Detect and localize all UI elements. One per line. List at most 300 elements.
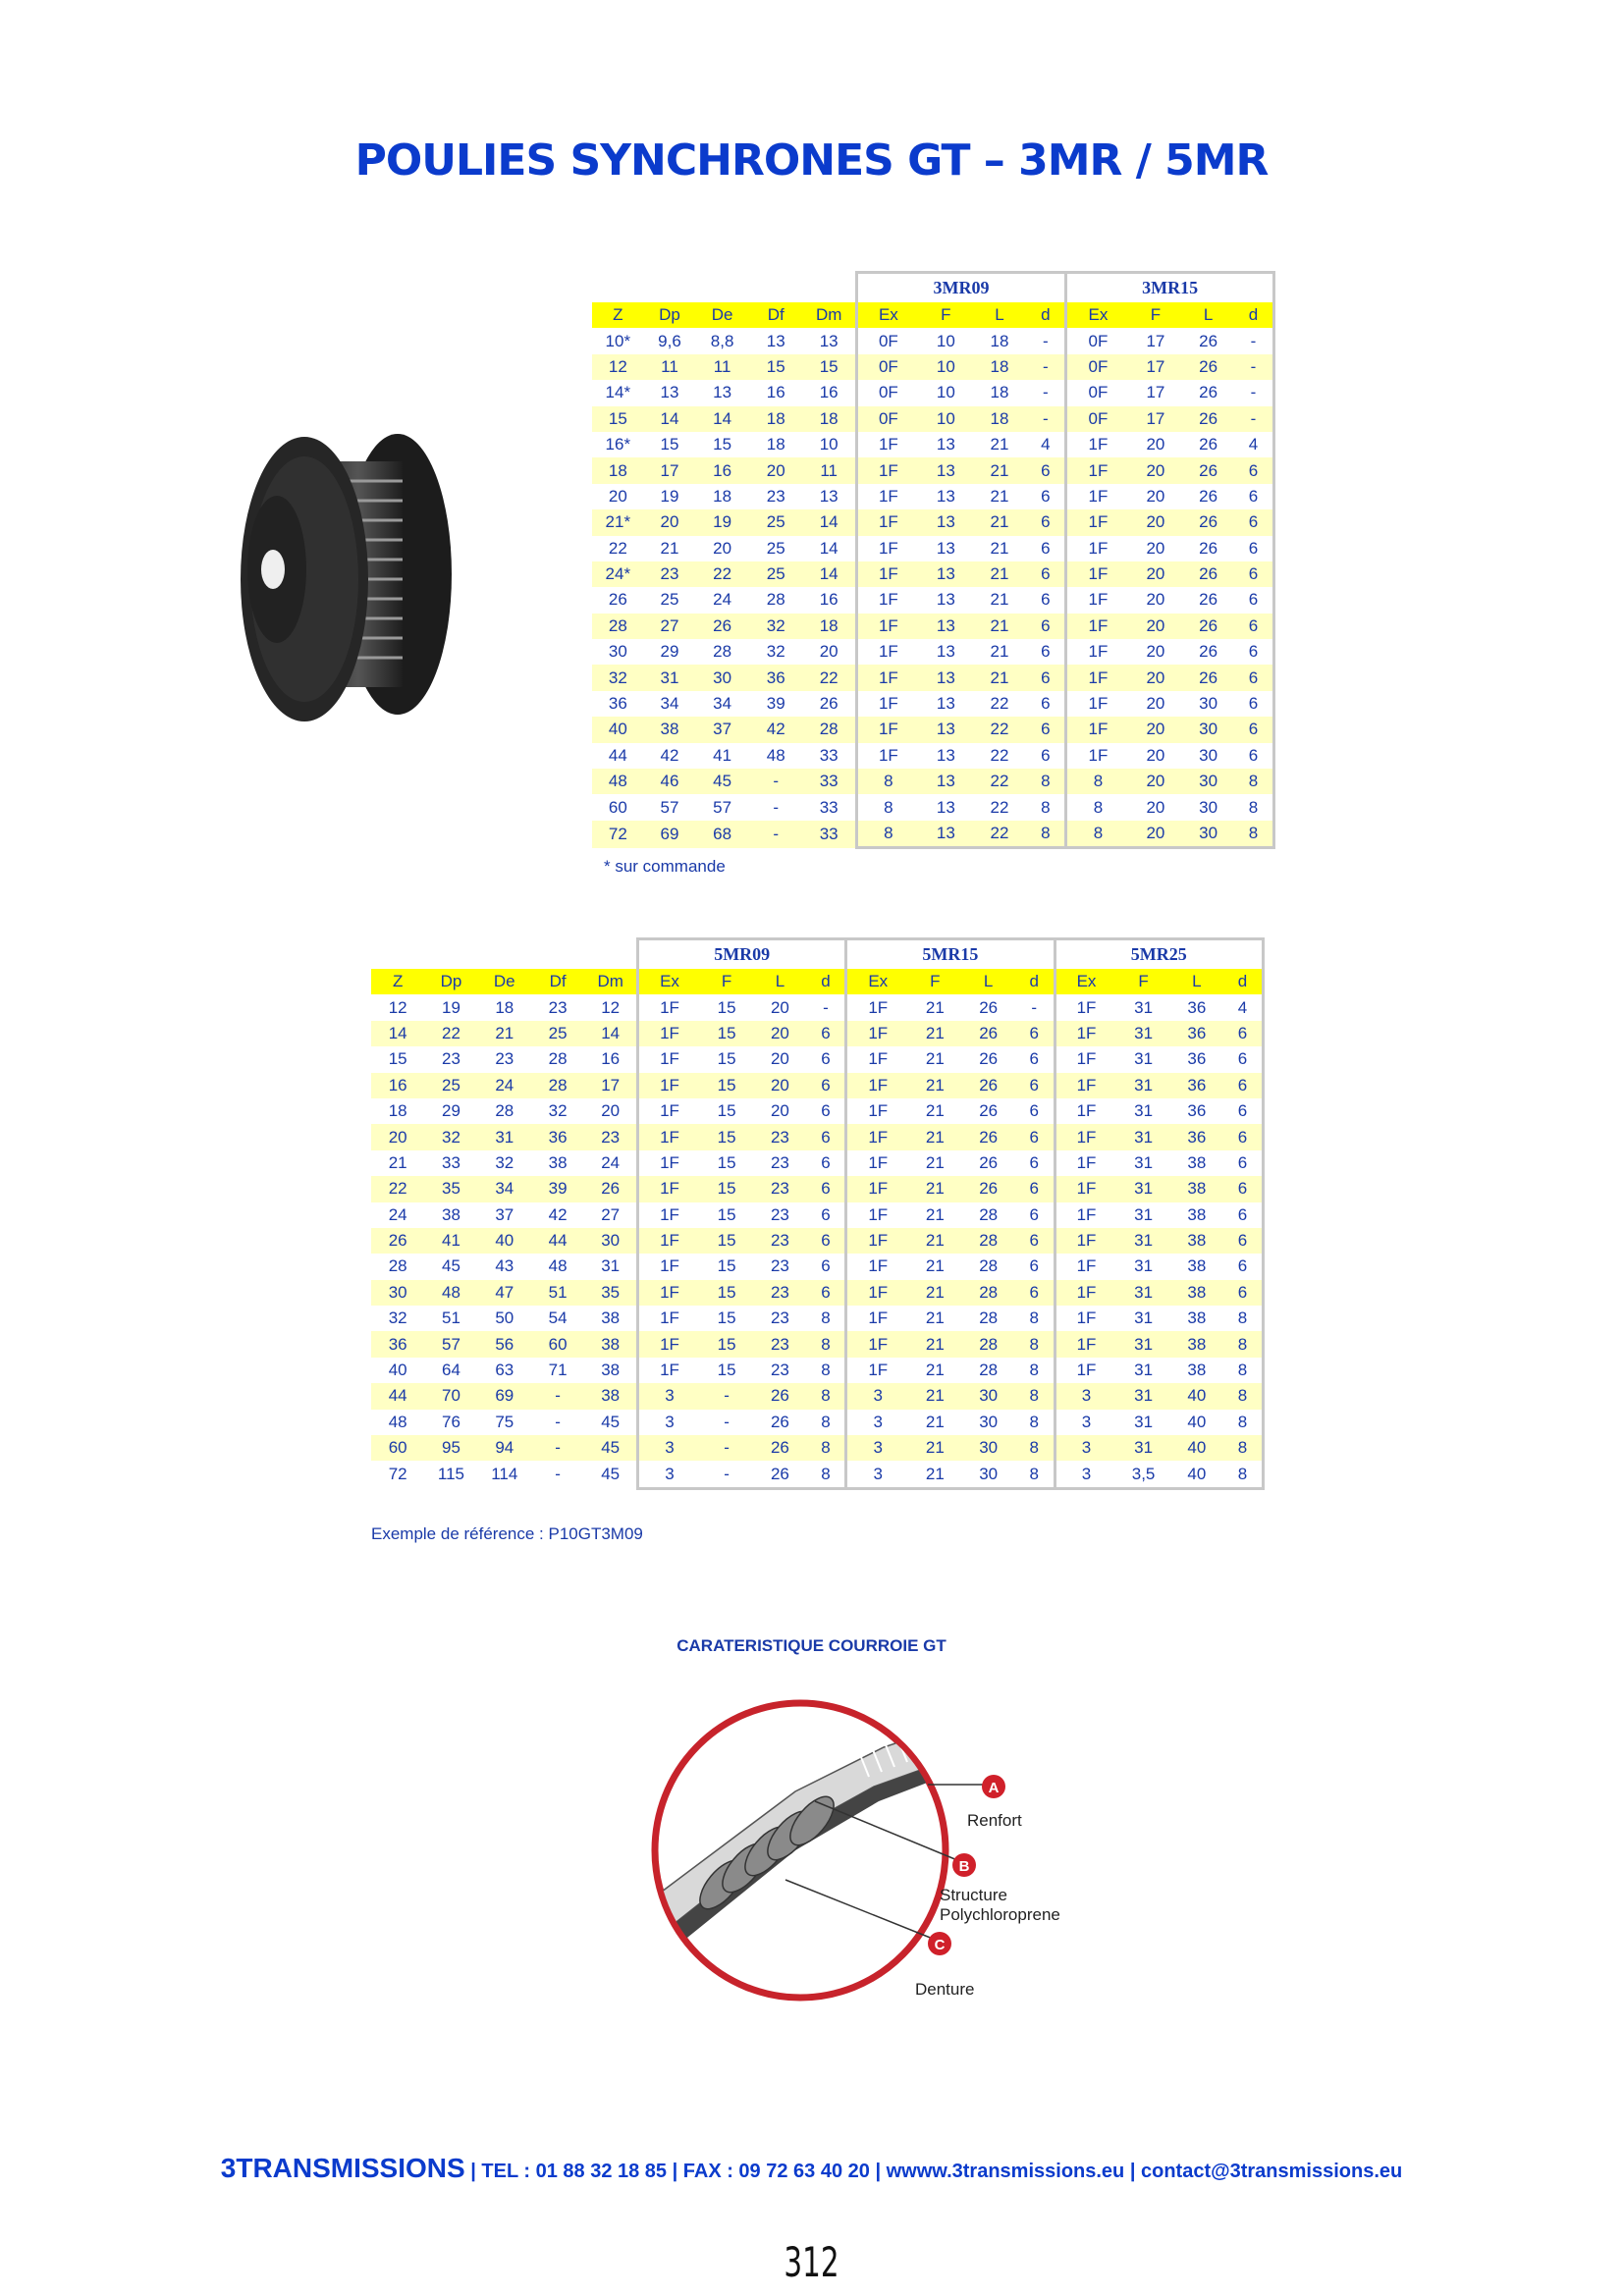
table-cell: 44 <box>531 1228 584 1254</box>
table-cell: 22 <box>371 1176 424 1201</box>
table-cell: 37 <box>695 717 749 742</box>
table-cell: 8 <box>856 769 919 794</box>
table-cell: 15 <box>717 1256 736 1276</box>
column-header: d <box>807 969 846 994</box>
column-header: F <box>700 969 753 994</box>
table-cell: 6 <box>821 1049 831 1069</box>
table-cell: 6 <box>1234 484 1274 509</box>
table-cell: 1F <box>1066 639 1129 665</box>
table-cell: 21 <box>908 1073 961 1098</box>
table-cell: 4 <box>1223 994 1263 1020</box>
table-cell: 21 <box>925 1101 945 1121</box>
table-cell: 36 <box>608 694 627 714</box>
table-cell: 6 <box>1015 1176 1055 1201</box>
table-cell: - <box>1043 383 1049 402</box>
table-cell: 31 <box>1134 1256 1154 1276</box>
table-cell: 23 <box>495 1049 514 1069</box>
table-cell: 8 <box>1015 1435 1055 1461</box>
table-cell: 8 <box>1223 1410 1263 1435</box>
table-cell: 8 <box>1066 821 1129 848</box>
table-cell: 1F <box>638 1150 700 1176</box>
table-cell: 21 <box>973 614 1027 639</box>
table-cell: 23 <box>753 1228 806 1254</box>
column-header: Ex <box>1066 302 1129 328</box>
table-cell: 21 <box>908 1228 961 1254</box>
table-cell: 45 <box>442 1256 460 1276</box>
table-cell: 21 <box>925 1152 945 1172</box>
table-cell: 1F <box>856 691 919 717</box>
table-cell: 38 <box>1187 1204 1207 1224</box>
table-cell: 6 <box>1234 665 1274 690</box>
table-cell: 15 <box>700 1073 753 1098</box>
table-cell: 57 <box>660 797 679 817</box>
table-cell: 13 <box>936 538 955 558</box>
table-cell: 1F <box>1055 1073 1116 1098</box>
on-order-note: * sur commande <box>604 857 726 876</box>
table-cell: 1F <box>1055 1046 1116 1072</box>
table-cell: 31 <box>1134 1049 1154 1069</box>
table-cell: 6 <box>1223 1202 1263 1228</box>
table-cell: 3 <box>846 1461 908 1488</box>
table-cell: 57 <box>713 797 732 817</box>
table-cell: 13 <box>936 590 955 610</box>
table-cell: 38 <box>1187 1308 1207 1328</box>
table-cell: 20 <box>1146 642 1165 662</box>
table-cell: 1F <box>1055 1021 1116 1046</box>
table-cell: - <box>1234 354 1274 380</box>
table-cell: 36 <box>1187 997 1207 1017</box>
table-cell: 29 <box>660 642 679 662</box>
table-cell: 8 <box>821 1308 831 1328</box>
table-cell: 1F <box>856 717 919 742</box>
table-cell: 36 <box>1170 1073 1223 1098</box>
table-row <box>371 1306 1264 1331</box>
table-cell: 21 <box>925 1204 945 1224</box>
table-cell: 6 <box>1041 745 1051 765</box>
table-cell: 21 <box>388 1152 407 1172</box>
table-cell: 11 <box>803 457 857 483</box>
table-cell: 15 <box>717 1152 736 1172</box>
table-cell: 6 <box>1234 614 1274 639</box>
table-cell: 37 <box>495 1204 514 1224</box>
table-cell: 8 <box>807 1435 846 1461</box>
table-cell: 8,8 <box>710 331 734 350</box>
table-cell: 31 <box>1116 1280 1169 1306</box>
table-cell: 48 <box>592 769 644 794</box>
table-cell: 8 <box>1234 821 1274 848</box>
table-cell: 1F <box>856 665 919 690</box>
column-header: Df <box>749 302 803 328</box>
table-row <box>371 1228 1264 1254</box>
table-cell: 8 <box>1015 1331 1055 1357</box>
table-cell: 20 <box>1129 665 1183 690</box>
table-cell: 26 <box>1199 642 1218 662</box>
table-cell: 6 <box>1234 717 1274 742</box>
table-cell: 20 <box>1129 509 1183 535</box>
table-cell: 1F <box>856 484 919 509</box>
table-row <box>371 994 1264 1020</box>
table-cell: 28 <box>548 1049 568 1069</box>
table-cell: 23 <box>753 1124 806 1149</box>
table-cell: 32 <box>388 1308 407 1328</box>
table-cell: 26 <box>1199 590 1218 610</box>
table-cell: 1F <box>1055 1280 1116 1306</box>
table-cell: 21 <box>908 1176 961 1201</box>
table-row <box>592 380 1274 405</box>
table-cell: 10 <box>819 435 839 454</box>
table-cell: 0F <box>856 354 919 380</box>
table-cell: 25 <box>660 590 679 610</box>
table-cell: 13 <box>919 665 973 690</box>
table-cell: 25 <box>749 561 803 587</box>
table-cell: 15 <box>700 1021 753 1046</box>
table-cell: 76 <box>442 1412 460 1431</box>
column-header: d <box>1223 969 1263 994</box>
table-cell: 23 <box>442 1049 460 1069</box>
table-cell: 23 <box>753 1280 806 1306</box>
table-cell: 56 <box>478 1331 531 1357</box>
table-cell: 33 <box>803 769 857 794</box>
column-header: Z <box>592 302 644 328</box>
table-cell: 1F <box>1055 1176 1116 1201</box>
table-cell: 38 <box>584 1383 637 1409</box>
table-cell: 18 <box>803 406 857 432</box>
table-cell: 14 <box>803 561 857 587</box>
table-cell: 51 <box>442 1308 460 1328</box>
table-cell: 18 <box>990 383 1009 402</box>
table-row <box>592 821 1274 848</box>
table-cell: 6 <box>1015 1021 1055 1046</box>
table-cell: 23 <box>753 1331 806 1357</box>
column-header: d <box>1026 302 1065 328</box>
table-cell: 20 <box>770 1101 789 1121</box>
table-cell: 16* <box>605 435 631 454</box>
table-cell: 15 <box>700 1280 753 1306</box>
table-cell: 28 <box>979 1256 999 1276</box>
table-cell: 30 <box>584 1228 637 1254</box>
table-cell: 28 <box>962 1280 1015 1306</box>
table-cell: 8 <box>1029 1412 1039 1431</box>
table-cell: 21 <box>660 538 679 558</box>
label-denture: Denture <box>915 1980 975 1999</box>
table-cell: 26 <box>1199 435 1218 454</box>
table-cell: 54 <box>548 1308 568 1328</box>
group-header: 3MR09 <box>856 273 1066 303</box>
table-row <box>371 1124 1264 1149</box>
table-cell: 30 <box>962 1383 1015 1409</box>
table-cell: 6 <box>1029 1152 1039 1172</box>
table-cell: 24* <box>592 561 644 587</box>
group-header: 5MR25 <box>1055 939 1263 970</box>
table-cell: 8 <box>1223 1461 1263 1488</box>
table-cell: 6 <box>1041 486 1051 506</box>
table-cell: 20 <box>753 1073 806 1098</box>
table-cell: 1F <box>1066 457 1129 483</box>
table-cell: 21 <box>990 538 1009 558</box>
table-cell: 31 <box>1116 1383 1169 1409</box>
table-cell: 3 <box>846 1410 908 1435</box>
table-cell: 18 <box>495 997 514 1017</box>
table-cell: 72 <box>388 1465 407 1484</box>
table-cell: - <box>1043 331 1049 350</box>
footer <box>0 2153 1623 2184</box>
table-cell: 1F <box>1055 994 1116 1020</box>
table-cell: 21 <box>908 1021 961 1046</box>
table-cell: 21 <box>925 1256 945 1276</box>
table-cell: 14 <box>803 509 857 535</box>
table-cell: 1F <box>638 1046 700 1072</box>
table-cell: 3,5 <box>1116 1461 1169 1488</box>
table-cell: 13 <box>936 486 955 506</box>
table-cell: 20 <box>1129 821 1183 848</box>
table-cell: 15 <box>700 1331 753 1357</box>
table-cell: 20 <box>601 1101 621 1121</box>
table-cell: 60 <box>608 797 627 817</box>
table-cell: 1F <box>638 1358 700 1383</box>
table-cell: 15 <box>700 1228 753 1254</box>
table-cell: 22 <box>695 561 749 587</box>
table-cell: - <box>700 1461 753 1488</box>
table-cell: 1F <box>856 743 919 769</box>
table-cell: 26 <box>979 997 999 1017</box>
table-cell: 45 <box>695 769 749 794</box>
table-cell: 8 <box>821 1412 831 1431</box>
table-cell: 8 <box>1066 769 1129 794</box>
table-row <box>592 509 1274 535</box>
table-cell: 6 <box>1223 1254 1263 1279</box>
table-cell: 1F <box>638 1124 700 1149</box>
table-cell: 45 <box>601 1412 621 1431</box>
table-row <box>371 1435 1264 1461</box>
table-cell: 26 <box>1182 561 1234 587</box>
table-cell: 27 <box>644 614 696 639</box>
table-cell: 30 <box>608 642 627 662</box>
marker-b: B <box>958 1858 970 1875</box>
table-row <box>371 1046 1264 1072</box>
table-cell: 26 <box>1182 406 1234 432</box>
table-cell: 36 <box>749 665 803 690</box>
table-cell: 44 <box>608 745 627 765</box>
table-cell: 14* <box>605 383 631 402</box>
table-cell: 15 <box>717 997 736 1017</box>
table-cell: 20 <box>1146 538 1165 558</box>
column-header: F <box>919 302 973 328</box>
table-cell: 6 <box>1026 665 1065 690</box>
table-cell: 6 <box>821 1101 831 1121</box>
table-cell: 36 <box>371 1331 424 1357</box>
table-cell: 6 <box>1026 509 1065 535</box>
table-cell: 13 <box>919 769 973 794</box>
table-cell: 20 <box>770 997 789 1017</box>
column-header: F <box>1116 969 1169 994</box>
table-cell: 28 <box>766 590 785 610</box>
table-cell: 8 <box>807 1383 846 1409</box>
table-cell: - <box>700 1435 753 1461</box>
table-cell: 64 <box>442 1361 460 1380</box>
table-cell: 10 <box>919 354 973 380</box>
table-cell: 41 <box>713 745 732 765</box>
table-cell: 13 <box>936 745 955 765</box>
table-cell: 18 <box>803 614 857 639</box>
table-cell: 21 <box>990 642 1009 662</box>
table-cell: 6 <box>1223 1228 1263 1254</box>
table-cell: 1F <box>846 1021 908 1046</box>
table-cell: 3 <box>846 1383 908 1409</box>
table-cell: 0F <box>856 380 919 405</box>
table-cell: 8 <box>1223 1306 1263 1331</box>
table-cell: 75 <box>495 1412 514 1431</box>
table-cell: 1F <box>638 1202 700 1228</box>
table-cell: 42 <box>660 745 679 765</box>
table-cell: 30 <box>1182 717 1234 742</box>
table-cell: 26 <box>962 1124 1015 1149</box>
column-header: L <box>1170 969 1223 994</box>
table-cell: 33 <box>819 797 839 817</box>
table-cell: 15 <box>700 1124 753 1149</box>
table-cell: 21 <box>990 435 1009 454</box>
table-cell: 1F <box>638 1228 700 1254</box>
table-cell: 3 <box>1055 1383 1116 1409</box>
table-cell: - <box>773 797 780 817</box>
table-cell: - <box>1026 406 1065 432</box>
page-number: 312 <box>784 2238 839 2286</box>
table-cell: 3 <box>1055 1410 1116 1435</box>
table-cell: - <box>749 821 803 848</box>
table-row <box>592 354 1274 380</box>
table-cell: 8 <box>807 1331 846 1357</box>
table-cell: 28 <box>713 642 732 662</box>
column-header: L <box>1182 302 1234 328</box>
table-cell: 28 <box>979 1204 999 1224</box>
table-cell: 30 <box>371 1280 424 1306</box>
table-cell: 25 <box>424 1073 477 1098</box>
table-cell: 42 <box>548 1204 568 1224</box>
table-cell: 3 <box>1055 1435 1116 1461</box>
table-cell: 26 <box>1199 538 1218 558</box>
table-cell: 8 <box>1223 1383 1263 1409</box>
table-cell: 25 <box>531 1021 584 1046</box>
table-row <box>371 1410 1264 1435</box>
table-row <box>592 561 1274 587</box>
table-row <box>371 1331 1264 1357</box>
table-cell: 3 <box>1055 1461 1116 1488</box>
table-cell: 4 <box>1041 435 1051 454</box>
table-cell: 38 <box>442 1204 460 1224</box>
table-cell: 15 <box>700 1176 753 1201</box>
table-cell: 3 <box>638 1435 700 1461</box>
table-cell: 38 <box>584 1331 637 1357</box>
table-cell: 26 <box>962 1073 1015 1098</box>
table-cell: 1F <box>846 1098 908 1124</box>
table-cell: 13 <box>919 457 973 483</box>
table-cell: 23 <box>770 1256 789 1276</box>
table-cell: 1F <box>1055 1228 1116 1254</box>
table-cell: 45 <box>584 1435 637 1461</box>
column-header: Df <box>531 969 584 994</box>
table-cell: 25 <box>766 538 785 558</box>
table-cell: 20 <box>1146 590 1165 610</box>
table-cell: 13 <box>919 561 973 587</box>
table-cell: 20 <box>713 538 732 558</box>
table-row <box>592 717 1274 742</box>
table-cell: 31 <box>1134 1412 1154 1431</box>
table-cell: 38 <box>1187 1256 1207 1276</box>
table-cell: 18 <box>973 406 1027 432</box>
table-cell: 8 <box>1234 794 1274 820</box>
table-cell: 48 <box>766 745 785 765</box>
table-cell: 35 <box>584 1280 637 1306</box>
table-row <box>592 328 1274 353</box>
table-cell: 20 <box>1129 614 1183 639</box>
pulley-image <box>236 432 461 726</box>
table-cell: 8 <box>1015 1383 1055 1409</box>
table-cell: 6 <box>1234 457 1274 483</box>
table-cell: 26 <box>819 694 839 714</box>
table-cell: 1F <box>638 1331 700 1357</box>
table-cell: 30 <box>962 1461 1015 1488</box>
table-cell: 34 <box>713 694 732 714</box>
table-cell: 15 <box>713 435 732 454</box>
table-cell: 21 <box>990 486 1009 506</box>
table-cell: 26 <box>979 1101 999 1121</box>
table-cell: 1F <box>1066 587 1129 613</box>
table-cell: 6 <box>1041 642 1051 662</box>
table-cell: 13 <box>819 486 839 506</box>
table-cell: 20 <box>1146 797 1165 817</box>
table-cell: 13 <box>919 821 973 848</box>
table-cell: 16 <box>695 457 749 483</box>
table-cell: 1F <box>846 1202 908 1228</box>
table-cell: 36 <box>1187 1101 1207 1121</box>
table-cell: 1F <box>846 1073 908 1098</box>
table-cell: 18 <box>973 354 1027 380</box>
table-cell: 21 <box>973 561 1027 587</box>
table-cell: 38 <box>548 1152 568 1172</box>
table-cell: 14 <box>644 406 696 432</box>
table-cell: 38 <box>1170 1280 1223 1306</box>
table-cell: 32 <box>592 665 644 690</box>
table-cell: 1F <box>846 1124 908 1149</box>
table-cell: 27 <box>601 1204 621 1224</box>
table-cell: 1F <box>846 994 908 1020</box>
table-row <box>592 769 1274 794</box>
table-cell: 22 <box>990 745 1009 765</box>
table-cell: 33 <box>803 821 857 848</box>
column-header: Ex <box>856 302 919 328</box>
table-cell: 21 <box>478 1021 531 1046</box>
table-cell: 26 <box>770 1412 789 1431</box>
table-cell: 30 <box>1182 821 1234 848</box>
table-cell: 32 <box>424 1124 477 1149</box>
table-cell: 26 <box>1182 614 1234 639</box>
table-cell: 40 <box>1170 1435 1223 1461</box>
table-cell: 1F <box>1066 691 1129 717</box>
table-cell: 13 <box>660 383 679 402</box>
table-cell: 42 <box>749 717 803 742</box>
table-cell: - <box>1234 380 1274 405</box>
table-row <box>592 691 1274 717</box>
table-cell: 38 <box>1170 1176 1223 1201</box>
table-cell: - <box>1031 997 1038 1017</box>
column-header: L <box>962 969 1015 994</box>
table-cell: 3 <box>638 1461 700 1488</box>
table-cell: 1F <box>846 1280 908 1306</box>
marker-c: C <box>934 1937 946 1953</box>
table-cell: 1F <box>638 1306 700 1331</box>
table-cell: 115 <box>437 1465 465 1484</box>
table-cell: 1F <box>638 1280 700 1306</box>
table-row <box>592 536 1274 561</box>
